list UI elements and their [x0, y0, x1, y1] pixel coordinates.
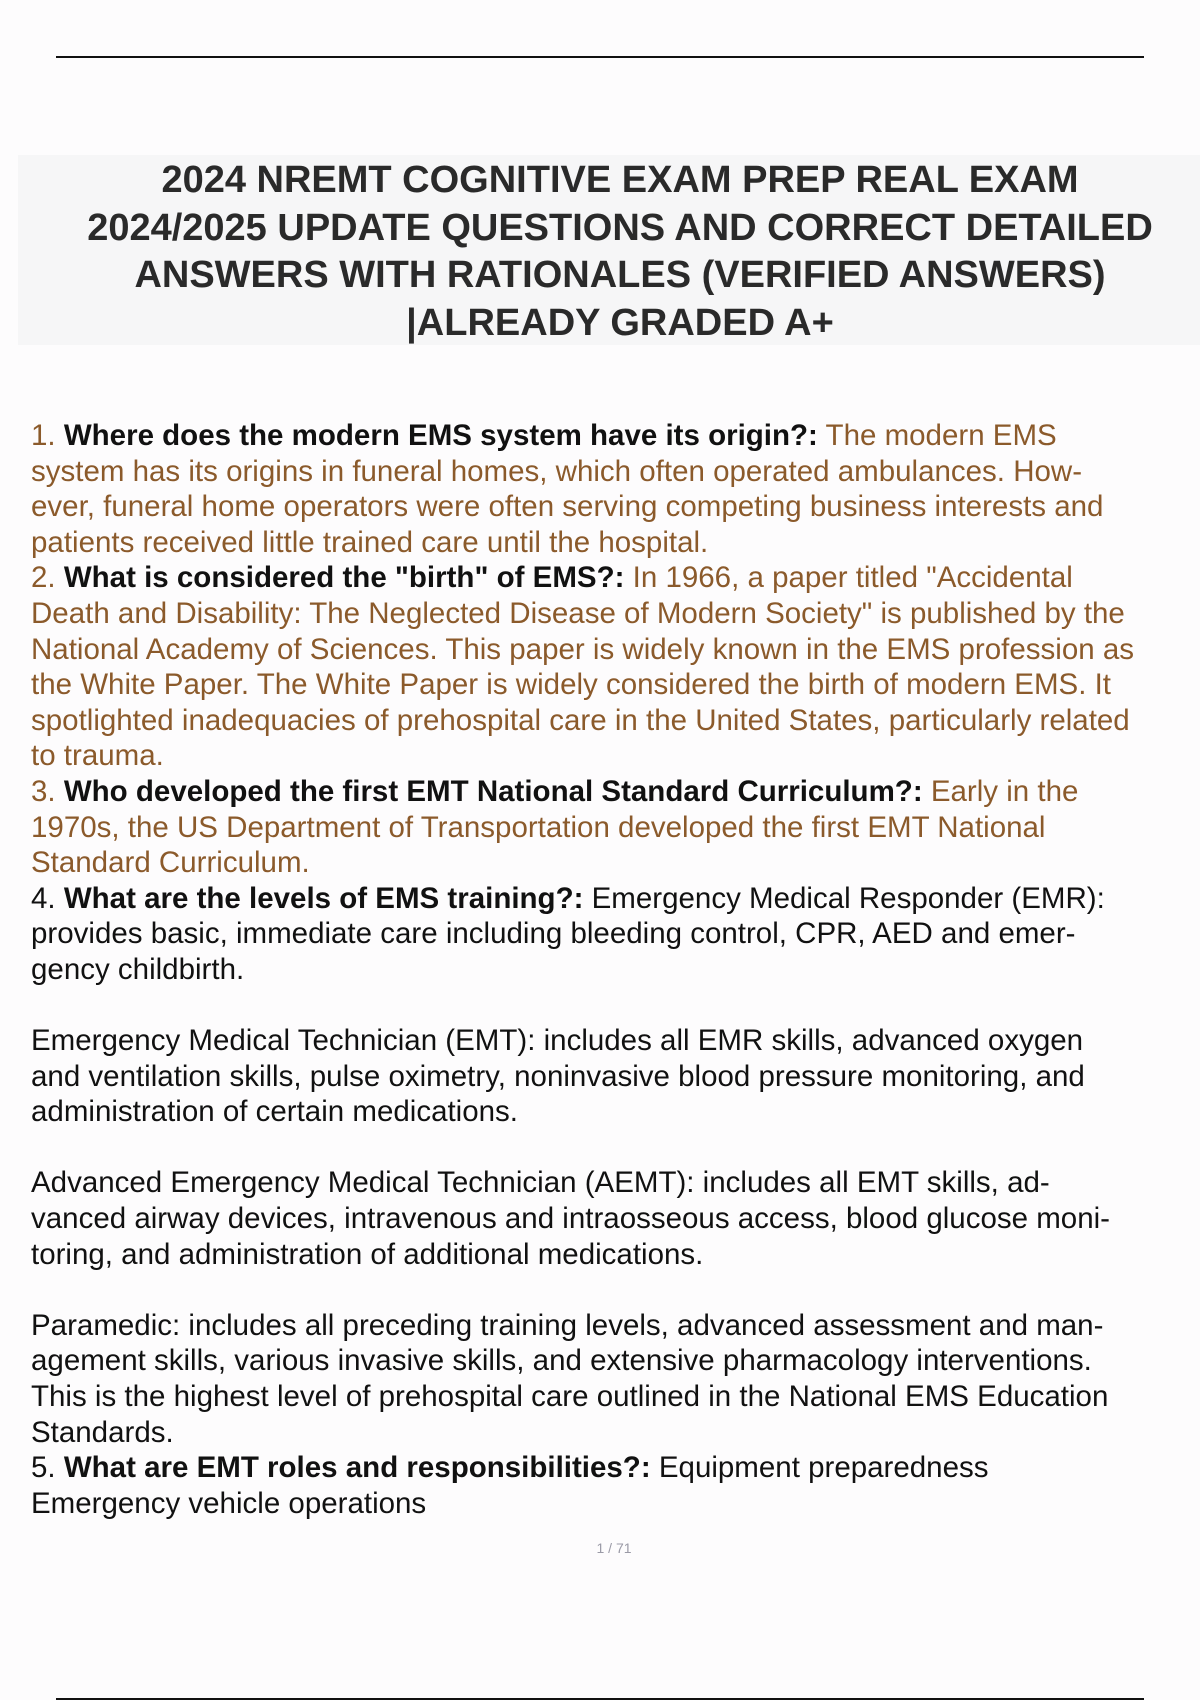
- item-number: 3.: [31, 774, 56, 808]
- answer-line: patients received little trained care until the hospital.: [31, 525, 709, 559]
- item-number: 4.: [31, 881, 56, 915]
- title-line: 2024 NREMT COGNITIVE EXAM PREP REAL EXAM: [161, 159, 1079, 201]
- answer-line: 1970s, the US Department of Transportation developed the first EMT National: [31, 810, 1046, 844]
- answer-line: This is the highest level of prehospital care outlined in the National EMS Education: [31, 1380, 1109, 1414]
- qa-item-3-first-line: [31, 774, 1200, 810]
- answer-line: to trauma.: [31, 739, 164, 773]
- answer-line: and ventilation skills, pulse oximetry, noninvasive blood pressure monitoring, and: [31, 1059, 1085, 1093]
- answer-text: Equipment preparedness: [658, 1451, 989, 1485]
- answer-line: Paramedic: includes all preceding training levels, advanced assessment and man-: [31, 1308, 1104, 1342]
- qa-item-2-first-line: [31, 560, 1200, 596]
- paragraph-gap: [31, 1272, 1200, 1308]
- answer-line: Standards.: [31, 1415, 174, 1449]
- item-number: 5.: [31, 1451, 56, 1485]
- answer-line: Advanced Emergency Medical Technician (AEMT): includes all EMT skills, ad-: [31, 1166, 1050, 1200]
- answer-line: spotlighted inadequacies of prehospital care in the United States, particularly related: [31, 703, 1130, 737]
- answer-line: administration of certain medications.: [31, 1095, 518, 1129]
- answer-line: toring, and administration of additional medications.: [31, 1237, 704, 1271]
- title-line: 2024/2025 UPDATE QUESTIONS AND CORRECT DETAILED: [87, 206, 1153, 249]
- question-text: Who developed the first EMT National Standard Curriculum?:: [63, 774, 923, 808]
- paragraph-gap: [31, 988, 1200, 1024]
- answer-text: Early in the: [930, 774, 1079, 808]
- answer-line: vanced airway devices, intravenous and intraosseous access, blood glucose moni-: [31, 1202, 1110, 1236]
- top-rule: [56, 56, 1144, 58]
- paragraph-gap: [31, 1130, 1200, 1166]
- answer-line: Emergency Medical Technician (EMT): includes all EMR skills, advanced oxygen: [31, 1024, 1084, 1058]
- qa-item-1-first-line: [31, 418, 1200, 454]
- answer-line: Standard Curriculum.: [31, 846, 310, 880]
- answer-line: system has its origins in funeral homes, which often operated ambulances. How-: [31, 454, 1083, 488]
- answer-text: The modern EMS: [825, 419, 1057, 452]
- answer-line: Death and Disability: The Neglected Disease of Modern Society" is published by the: [31, 596, 1125, 630]
- question-text: What is considered the "birth" of EMS?:: [63, 561, 625, 595]
- qa-list: [31, 418, 1200, 1521]
- answer-text: Emergency Medical Responder (EMR):: [591, 881, 1105, 915]
- question-text: Where does the modern EMS system have its origin?:: [63, 419, 818, 452]
- title-line: ANSWERS WITH RATIONALES (VERIFIED ANSWERS): [134, 254, 1106, 296]
- answer-text: In 1966, a paper titled "Accidental: [632, 561, 1073, 595]
- title-line: |ALREADY GRADED A+: [406, 301, 834, 344]
- page-indicator: 1 / 71: [596, 1540, 632, 1556]
- answer-line: agement skills, various invasive skills, and extensive pharmacology interventions.: [31, 1344, 1092, 1378]
- question-text: What are EMT roles and responsibilities?:: [63, 1451, 651, 1485]
- item-number: 1.: [31, 419, 56, 452]
- qa-item-4-first-line: [31, 881, 1200, 917]
- answer-line: ever, funeral home operators were often serving competing business interests and: [31, 490, 1104, 524]
- item-number: 2.: [31, 561, 56, 595]
- question-text: What are the levels of EMS training?:: [63, 881, 584, 915]
- answer-line: Emergency vehicle operations: [31, 1486, 427, 1520]
- answer-line: gency childbirth.: [31, 952, 245, 986]
- document-title: [30, 157, 1200, 347]
- qa-item-5-first-line: [31, 1450, 1200, 1486]
- answer-line: the White Paper. The White Paper is widely considered the birth of modern EMS. It: [31, 668, 1112, 702]
- answer-line: provides basic, immediate care including bleeding control, CPR, AED and emer-: [31, 917, 1076, 951]
- answer-line: National Academy of Sciences. This paper is widely known in the EMS profession as: [31, 632, 1134, 666]
